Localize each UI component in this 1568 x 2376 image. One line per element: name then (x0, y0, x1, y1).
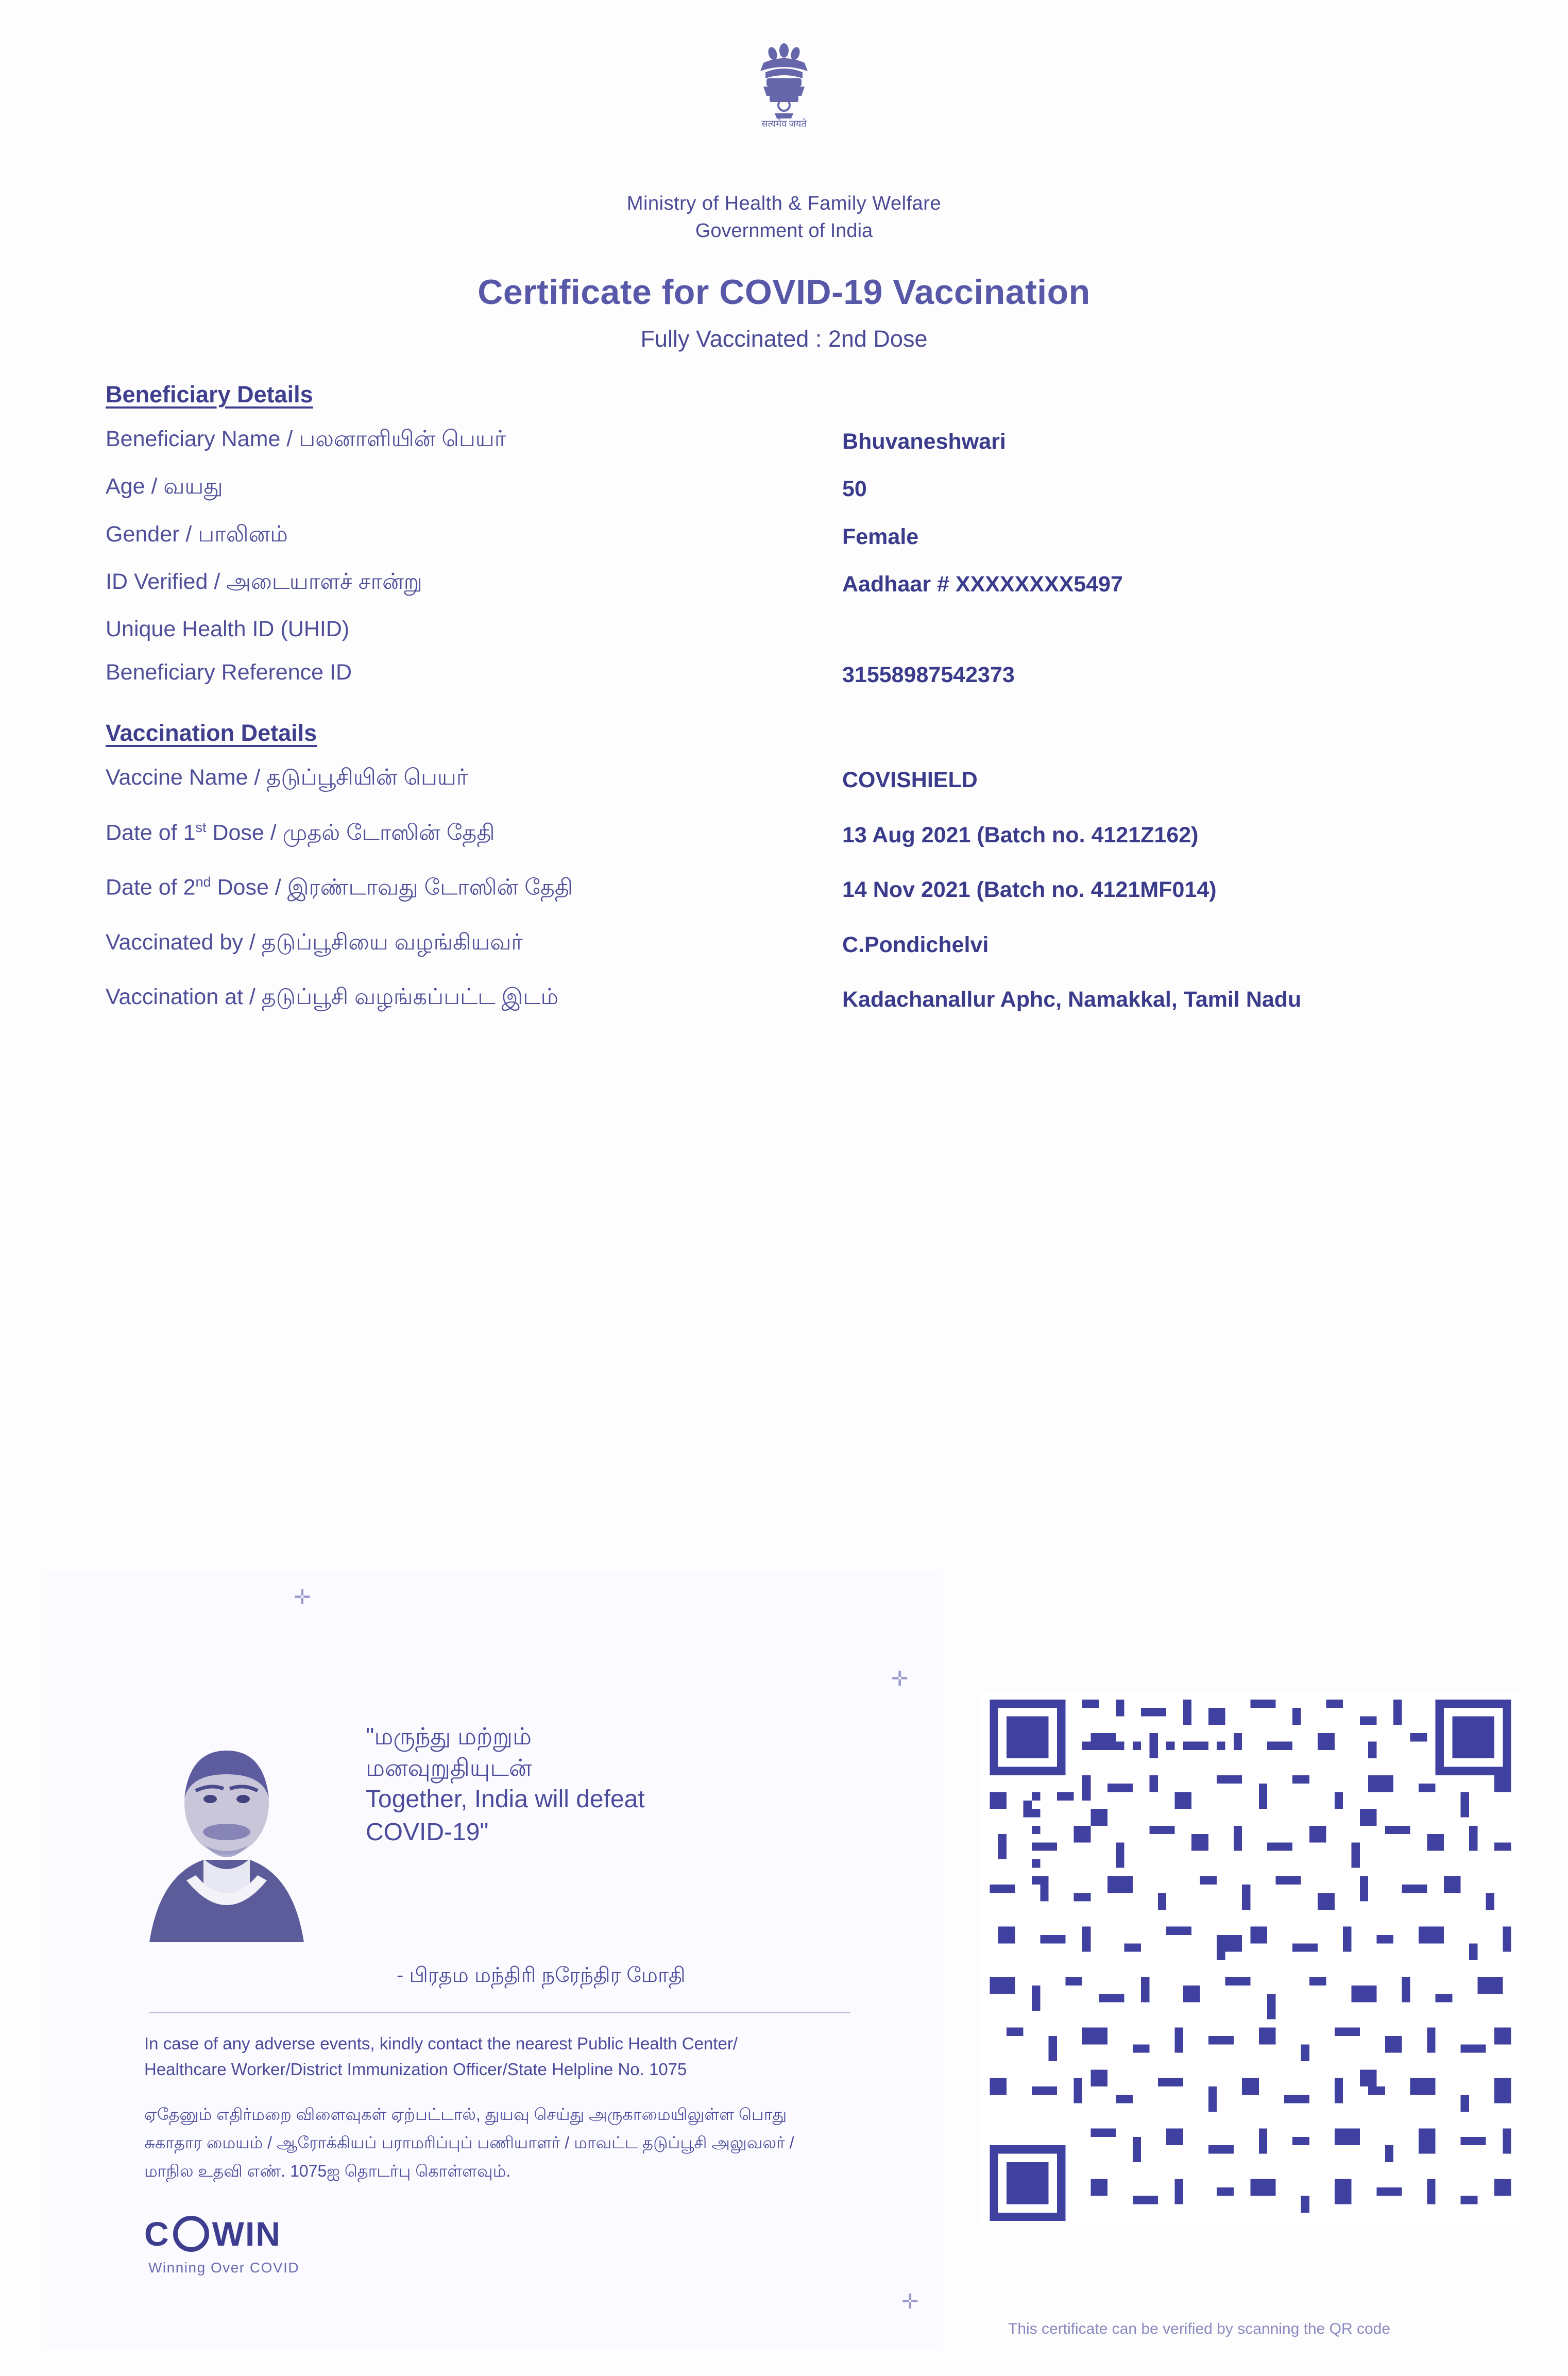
detail-label: Date of 1st Dose / முதல் டோஸின் தேதி (106, 819, 495, 845)
detail-row (106, 473, 1568, 505)
promo-divider (149, 2012, 850, 2013)
adverse-event-note-ta-line1: ஏதேனும் எதிர்மறை விளைவுகள் ஏற்பட்டால், துயவு செய்து அருகாமையிலுள்ள பொது (144, 2105, 787, 2124)
adverse-event-note-ta-line3: மாநில உதவி எண். 1075ஐ தொடர்பு கொள்ளவும். (144, 2162, 511, 2181)
detail-row (106, 659, 1568, 691)
registration-mark-icon: ✛ (294, 1586, 311, 1609)
detail-label: Beneficiary Name / பலனாளியின் பெயர் (106, 427, 506, 451)
detail-label: Date of 2nd Dose / இரண்டாவது டோஸின் தேதி (106, 874, 573, 900)
detail-value: Female (842, 524, 919, 549)
registration-mark-icon: ✛ (901, 2290, 919, 2313)
detail-row (106, 521, 1568, 553)
detail-value: Bhuvaneshwari (842, 429, 1006, 454)
beneficiary-section-title: Beneficiary Details (106, 381, 313, 408)
vaccination-details-section (0, 720, 1568, 1015)
promo-quote-tamil-2: மனவுறுதியுடன் (366, 1754, 532, 1781)
detail-label: Vaccination at / தடுப்பூசி வழங்கப்பட்ட இடம் (106, 984, 559, 1009)
beneficiary-details-section (0, 381, 1568, 691)
detail-value: Aadhaar # XXXXXXXX5497 (842, 572, 1123, 597)
detail-label: Age / வயது (106, 474, 223, 499)
promo-card (46, 1571, 943, 2349)
detail-row (106, 874, 1568, 906)
detail-label: Beneficiary Reference ID (106, 660, 352, 685)
detail-row (106, 983, 1568, 1015)
detail-label: Unique Health ID (UHID) (106, 617, 350, 642)
cowin-logo-right: WIN (212, 2215, 281, 2253)
cowin-logo (144, 2214, 943, 2276)
adverse-event-note-ta-line2: சுகாதார மையம் / ஆரோக்கியப் பராமரிப்புப் பணியாளர் / மாவட்ட தடுப்பூசி அலுவலர் / (144, 2133, 794, 2152)
adverse-event-note (144, 2031, 840, 2082)
dose-status: Fully Vaccinated : 2nd Dose (640, 326, 928, 352)
adverse-event-note-line1: In case of any adverse events, kindly contact the nearest Public Health Center/ (144, 2034, 738, 2053)
svg-text:सत्यमेव जयते: सत्यमेव जयते (761, 118, 807, 129)
ministry-name: Ministry of Health & Family Welfare (626, 193, 942, 214)
detail-row (106, 616, 1568, 643)
detail-row (106, 929, 1568, 961)
cowin-tagline: Winning Over COVID (148, 2260, 300, 2276)
detail-value: 14 Nov 2021 (Batch no. 4121MF014) (842, 877, 1217, 903)
detail-value: Kadachanallur Aphc, Namakkal, Tamil Nadu (842, 987, 1302, 1012)
detail-value: 31558987542373 (842, 663, 1015, 688)
detail-value: 50 (842, 477, 867, 502)
promo-quote-en-1: Together, India will defeat (366, 1786, 645, 1813)
detail-row (106, 764, 1568, 796)
detail-row (106, 426, 1568, 457)
qr-caption: This certificate can be verified by scanning the QR code (1008, 2320, 1391, 2337)
promo-quote (366, 1721, 645, 1848)
detail-value: COVISHIELD (842, 768, 978, 793)
registration-mark-icon: ✛ (891, 1668, 909, 1690)
detail-row (106, 568, 1568, 600)
promo-quote-en-2: COVID-19" (366, 1818, 489, 1846)
adverse-event-note-line2: Healthcare Worker/District Immunization Officer/State Helpline No. 1075 (144, 2059, 687, 2079)
qr-section (981, 1613, 1527, 2338)
ordinal-suffix: st (195, 819, 207, 835)
india-state-emblem-icon (743, 36, 825, 191)
detail-label: ID Verified / அடையாளச் சான்று (106, 569, 422, 595)
detail-label: Vaccine Name / தடுப்பூசியின் பெயர் (106, 765, 468, 790)
certificate-footer (0, 1561, 1568, 2375)
government-name: Government of India (695, 220, 873, 242)
prime-minister-photo (118, 1721, 335, 1942)
detail-value (842, 616, 1419, 621)
adverse-event-note-tamil (144, 2100, 840, 2185)
detail-row (106, 819, 1568, 851)
vaccination-section-title: Vaccination Details (106, 720, 317, 746)
certificate-header (0, 0, 1568, 352)
detail-label: Vaccinated by / தடுப்பூசியை வழங்கியவர் (106, 929, 523, 955)
detail-value: C.Pondichelvi (842, 932, 989, 957)
promo-quote-tamil-1: "மருந்து மற்றும் (366, 1723, 532, 1750)
promo-attribution: - பிரதம மந்திரி நரேந்திர மோதி (397, 1964, 686, 1987)
cowin-logo-left: C (144, 2215, 170, 2253)
detail-value: 13 Aug 2021 (Batch no. 4121Z162) (842, 822, 1199, 847)
page-title: Certificate for COVID-19 Vaccination (478, 273, 1090, 312)
cowin-globe-icon (173, 2216, 209, 2252)
ordinal-suffix: nd (195, 874, 211, 890)
verification-qr-code[interactable] (981, 1613, 1520, 2308)
detail-label: Gender / பாலினம் (106, 521, 288, 547)
